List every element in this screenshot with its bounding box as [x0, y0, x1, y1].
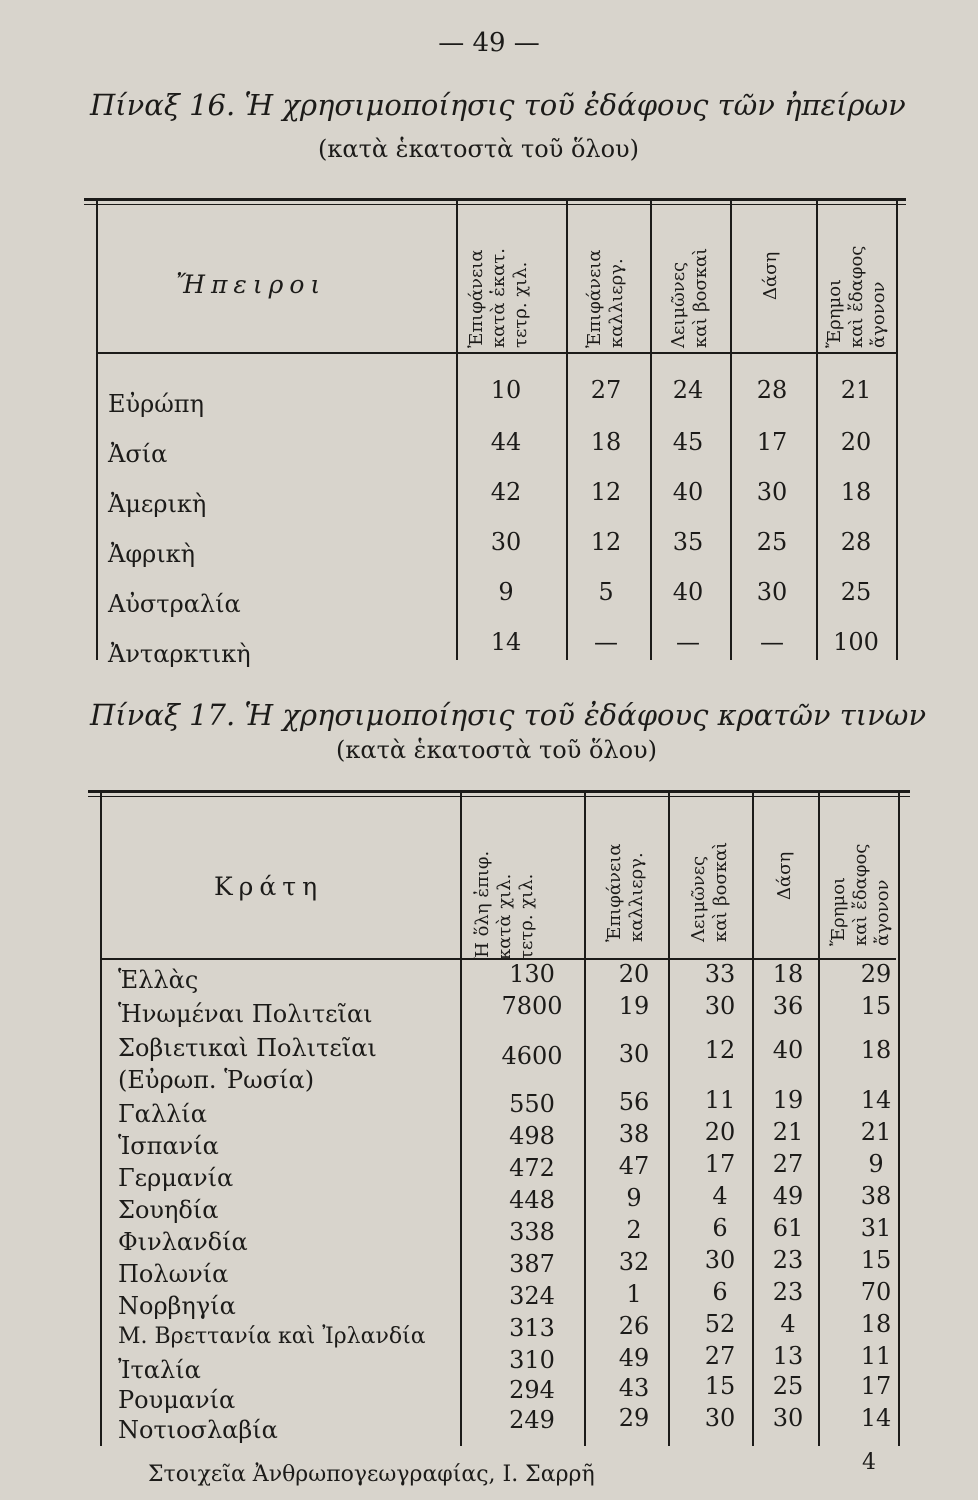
table17-cell: 38	[618, 1120, 650, 1148]
table17-cell: 29	[860, 960, 892, 988]
table17-top-rule-thin	[88, 796, 910, 797]
table17-cell: 12	[704, 1036, 736, 1064]
table17-col-header-pasture: Λειμῶνες καὶ βοσκαὶ	[688, 841, 731, 942]
table16-cell: 12	[590, 528, 622, 556]
table17-col-header-area: Ἡ ὅλη ἐπιφ. κατὰ χιλ. τετρ. χιλ.	[472, 850, 537, 960]
table17-cell: 26	[618, 1312, 650, 1340]
table17-cell: 49	[618, 1344, 650, 1372]
table17-cell: 324	[509, 1282, 555, 1310]
table17-row-label: Νορβηγία	[118, 1292, 236, 1320]
table17-cell: 30	[772, 1404, 804, 1432]
table17-cell: 14	[860, 1404, 892, 1432]
table17-cell: 52	[704, 1310, 736, 1338]
table16-cell: 27	[590, 376, 622, 404]
table16-row-header: Ἤπειροι	[176, 270, 327, 299]
table17-cell: 7800	[501, 992, 563, 1020]
table17-cell: 130	[509, 960, 555, 988]
table17-cell: 18	[860, 1036, 892, 1064]
table17-cell: 30	[704, 1246, 736, 1274]
table16-cell: 30	[756, 578, 788, 606]
table17-cell: 32	[618, 1248, 650, 1276]
table17-cell: 30	[618, 1040, 650, 1068]
table16-row-label: Αὐστραλία	[108, 590, 241, 618]
table17-row-label: Σοβιετικαὶ Πολιτεῖαι	[118, 1034, 377, 1062]
table16-col-header-forest: Δάση	[760, 251, 781, 300]
table16-cell: 28	[840, 528, 872, 556]
table17-subtitle: (κατὰ ἑκατοστὰ τοῦ ὅλου)	[336, 736, 657, 764]
table16-right-border	[896, 200, 898, 660]
table17-cell: 6	[712, 1278, 728, 1306]
table17-cell: 27	[704, 1342, 736, 1370]
table17-cell: 38	[860, 1182, 892, 1210]
table17-row-label: Ἱσπανία	[118, 1132, 219, 1160]
table16-cell: 40	[672, 478, 704, 506]
table16-top-rule	[84, 198, 906, 201]
table17-cell: 19	[618, 992, 650, 1020]
table17-col-header-forest: Δάση	[774, 851, 795, 900]
table17-cell: 23	[772, 1278, 804, 1306]
page-number: — 49 —	[438, 28, 540, 58]
table17-row-label: Μ. Βρεττανία καὶ Ἰρλανδία	[118, 1324, 426, 1349]
table17-cell: 498	[509, 1122, 555, 1150]
table17-cell: 4	[780, 1310, 796, 1338]
table16-col-header-cultivated: Ἐπιφάνεια καλλιεργ.	[584, 249, 627, 348]
table16-cell: 30	[756, 478, 788, 506]
table17-cell: 31	[860, 1214, 892, 1242]
table16-cell: 25	[756, 528, 788, 556]
table17-cell: 25	[772, 1372, 804, 1400]
table17-cell: 15	[860, 992, 892, 1020]
table17-cell: 30	[704, 992, 736, 1020]
table16-col-header-area: Ἐπιφάνεια κατὰ ἑκατ. τετρ. χιλ.	[466, 248, 531, 348]
table17-cell: 21	[860, 1118, 892, 1146]
table17-row-label: Γαλλία	[118, 1100, 207, 1128]
table16-cell: —	[676, 628, 700, 656]
table17-row-label: Φινλανδία	[118, 1228, 248, 1256]
table17-cell: 6	[712, 1214, 728, 1242]
table17-cell: 338	[509, 1218, 555, 1246]
table17-cell: 1	[626, 1280, 642, 1308]
table17-col-header-barren: Ἔρημοι καὶ ἔδαφος ἄγονον	[828, 843, 893, 946]
table17-cell: 49	[772, 1182, 804, 1210]
table16-left-border	[96, 200, 98, 660]
table16-cell: 35	[672, 528, 704, 556]
table17-cell: 15	[704, 1372, 736, 1400]
table17-row-label: Πολωνία	[118, 1260, 229, 1288]
table16-cell: 30	[490, 528, 522, 556]
table16-col-header-barren: Ἔρημοι καὶ ἔδαφος ἄγονον	[824, 245, 889, 348]
table16-cell: 21	[840, 376, 872, 404]
table17-row-label-cont: (Εὐρωπ. Ῥωσία)	[118, 1066, 315, 1094]
table17-cell: 56	[618, 1088, 650, 1116]
table17-cell: 11	[704, 1086, 736, 1114]
table17-cell: 11	[860, 1342, 892, 1370]
table17-cell: 294	[509, 1376, 555, 1404]
table16-col-divider	[456, 200, 458, 660]
table16-row-label: Ἀμερικὴ	[108, 490, 207, 518]
signature-mark: 4	[862, 1450, 876, 1475]
table17-cell: 20	[618, 960, 650, 988]
table16-col-header-pasture: Λειμῶνες καὶ βοσκαὶ	[668, 247, 711, 348]
table16-cell: 12	[590, 478, 622, 506]
table16-cell: 40	[672, 578, 704, 606]
table17-cell: 33	[704, 960, 736, 988]
table16-cell: 20	[840, 428, 872, 456]
table17-cell: 310	[509, 1346, 555, 1374]
table17-cell: 18	[860, 1310, 892, 1338]
table16-header-rule	[96, 352, 896, 354]
table16-cell: 42	[490, 478, 522, 506]
table17-cell: 9	[868, 1150, 884, 1178]
table17-cell: 4600	[501, 1042, 563, 1070]
table17-row-label: Ρουμανία	[118, 1386, 236, 1414]
table17-col-divider	[584, 792, 586, 1446]
table17-top-rule	[88, 790, 910, 793]
table17-cell: 47	[618, 1152, 650, 1180]
table17-cell: 18	[772, 960, 804, 988]
table16-cell: 24	[672, 376, 704, 404]
table17-cell: 27	[772, 1150, 804, 1178]
table16-cell: 17	[756, 428, 788, 456]
table16-row-label: Ἀσία	[108, 440, 168, 468]
table17-cell: 17	[860, 1372, 892, 1400]
table17-cell: 249	[509, 1406, 555, 1434]
table16-cell: 28	[756, 376, 788, 404]
table17-row-label: Σουηδία	[118, 1196, 219, 1224]
table17-row-header: Κράτη	[214, 872, 324, 901]
table16-cell: 18	[840, 478, 872, 506]
table16-cell: 5	[598, 578, 614, 606]
table17-row-label: Ἡνωμέναι Πολιτεῖαι	[118, 1000, 373, 1028]
table17-cell: 15	[860, 1246, 892, 1274]
table16-cell: —	[594, 628, 618, 656]
table17-cell: 61	[772, 1214, 804, 1242]
table17-cell: 4	[712, 1182, 728, 1210]
table17-cell: 29	[618, 1404, 650, 1432]
table16-cell: 100	[833, 628, 879, 656]
table17-cell: 36	[772, 992, 804, 1020]
table17-cell: 14	[860, 1086, 892, 1114]
table17-cell: 43	[618, 1374, 650, 1402]
table17-col-divider	[460, 792, 462, 1446]
table16-cell: 9	[498, 578, 514, 606]
table17-row-label: Γερμανία	[118, 1164, 234, 1192]
table16-row-label: Ἀφρικὴ	[108, 540, 196, 568]
table17-cell: 13	[772, 1342, 804, 1370]
table17-cell: 40	[772, 1036, 804, 1064]
table17-row-label: Νοτιοσλαβία	[118, 1416, 278, 1444]
table17-cell: 30	[704, 1404, 736, 1432]
table16-cell: 25	[840, 578, 872, 606]
table17-cell: 23	[772, 1246, 804, 1274]
table16-row-label: Εὐρώπη	[108, 390, 204, 418]
table16-title: Πίναξ 16. Ἡ χρησιμοποίησις τοῦ ἐδάφους τῶν ἠπείρων	[90, 88, 906, 122]
table17-cell: 550	[509, 1090, 555, 1118]
table17-cell: 472	[509, 1154, 555, 1182]
table16-row-label: Ἀνταρκτικὴ	[108, 640, 251, 668]
table17-title: Πίναξ 17. Ἡ χρησιμοποίησις τοῦ ἐδάφους κρατῶν τινων	[90, 698, 927, 732]
table17-cell: 313	[509, 1314, 555, 1342]
table17-row-label: Ἑλλὰς	[118, 966, 199, 994]
table17-cell: 20	[704, 1118, 736, 1146]
table16-top-rule-thin	[84, 204, 906, 205]
table16-cell: 45	[672, 428, 704, 456]
table16-cell: 18	[590, 428, 622, 456]
table17-cell: 19	[772, 1086, 804, 1114]
table17-cell: 70	[860, 1278, 892, 1306]
table17-col-header-cultivated: Ἐπιφάνεια καλλιεργ.	[604, 843, 647, 942]
footer-book-title: Στοιχεῖα Ἀνθρωπογεωγραφίας, Ι. Σαρρῆ	[148, 1462, 595, 1487]
table17-row-label: Ἰταλία	[118, 1356, 201, 1384]
table17-left-border	[100, 792, 102, 1446]
table17-cell: 2	[626, 1216, 642, 1244]
table16-subtitle: (κατὰ ἑκατοστὰ τοῦ ὅλου)	[318, 135, 639, 163]
table17-cell: 387	[509, 1250, 555, 1278]
table17-cell: 448	[509, 1186, 555, 1214]
table17-cell: 17	[704, 1150, 736, 1178]
table16-cell: 10	[490, 376, 522, 404]
table17-cell: 9	[626, 1184, 642, 1212]
table16-cell: 44	[490, 428, 522, 456]
table16-cell: 14	[490, 628, 522, 656]
table16-cell: —	[760, 628, 784, 656]
table17-cell: 21	[772, 1118, 804, 1146]
